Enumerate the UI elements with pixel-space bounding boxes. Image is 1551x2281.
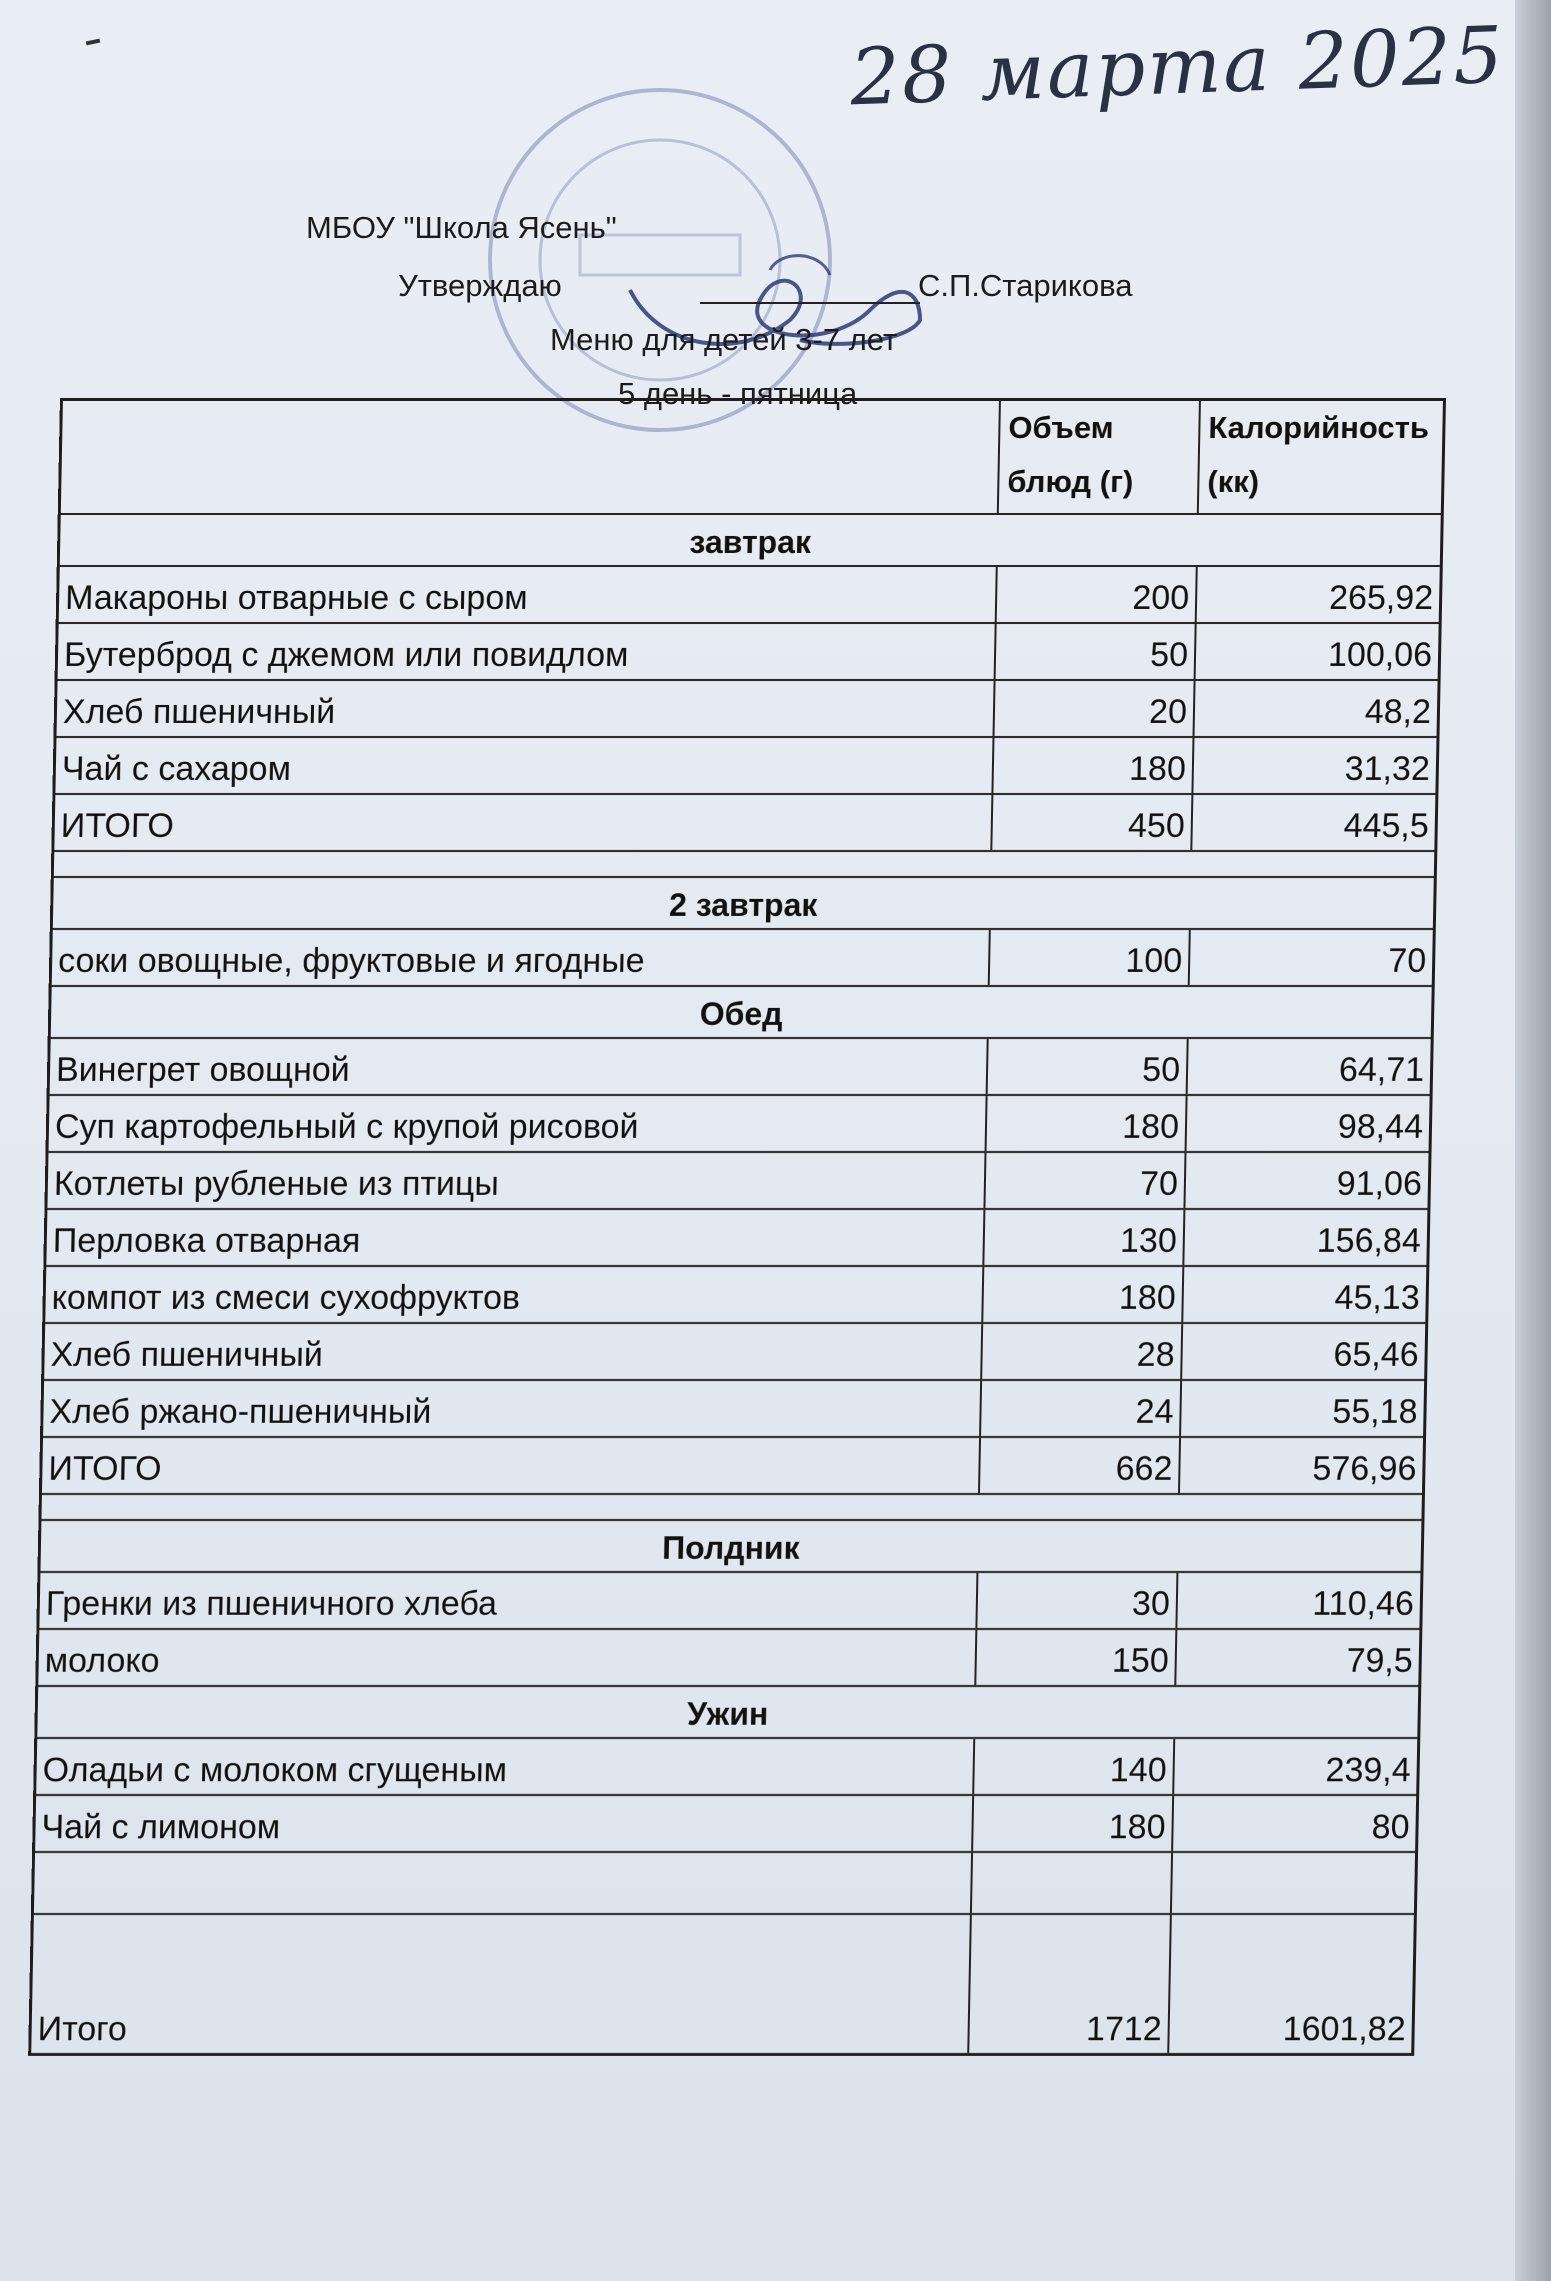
- grand-total-kcal: 1601,82: [1167, 1915, 1414, 2053]
- dish-kcal: 70: [1188, 930, 1433, 985]
- dish-name: Хлеб пшеничный: [62, 693, 336, 731]
- dish-name: Хлеб пшеничный: [50, 1336, 324, 1374]
- approver-name: С.П.Старикова: [918, 268, 1133, 303]
- dish-kcal: 80: [1171, 1796, 1416, 1851]
- section-title-breakfast: завтрак: [60, 515, 1441, 567]
- grand-total-label: Итого: [37, 2010, 128, 2048]
- empty-cell: [34, 1909, 970, 1913]
- dish-name: Винегрет овощной: [55, 1051, 351, 1089]
- dish-kcal: 64,71: [1186, 1039, 1431, 1094]
- table-row: [44, 1324, 1425, 1381]
- total-volume: 662: [978, 1438, 1179, 1493]
- handwritten-date: 28 марта 2025: [848, 10, 1507, 124]
- empty-row: [34, 1853, 1415, 1915]
- table-row: [59, 567, 1440, 624]
- table-row: [58, 624, 1439, 681]
- dish-kcal: 156,84: [1182, 1210, 1427, 1265]
- section-title-snack: Полдник: [40, 1521, 1421, 1573]
- dish-name: Гренки из пшеничного хлеба: [45, 1585, 498, 1623]
- total-label: ИТОГО: [48, 1450, 162, 1488]
- school-name: МБОУ "Школа Ясень": [306, 210, 617, 245]
- dish-kcal: 265,92: [1195, 567, 1440, 622]
- dish-volume: 150: [974, 1630, 1175, 1685]
- dish-volume: 28: [980, 1324, 1181, 1379]
- dish-name: молоко: [44, 1642, 160, 1680]
- grand-total-volume: 1712: [967, 1915, 1170, 2053]
- day-title: 5 день - пятница: [618, 376, 858, 411]
- section-title-lunch: Обед: [51, 987, 1432, 1039]
- approve-label: Утверждаю: [398, 268, 562, 303]
- dish-name: Оладьи с молоком сгущеным: [42, 1751, 508, 1789]
- dish-volume: 180: [981, 1267, 1182, 1322]
- table-row: [52, 930, 1433, 987]
- total-kcal: 445,5: [1190, 795, 1435, 850]
- section-title-dinner: Ужин: [37, 1687, 1418, 1739]
- section-title-second-breakfast: 2 завтрак: [53, 878, 1434, 930]
- total-label: ИТОГО: [60, 807, 175, 845]
- table-row: [38, 1630, 1419, 1687]
- dish-volume: 70: [983, 1153, 1184, 1208]
- dish-volume: 180: [971, 1796, 1172, 1851]
- spacer-row: [41, 1495, 1421, 1521]
- dish-volume: 140: [972, 1739, 1173, 1794]
- dish-kcal: 91,06: [1183, 1153, 1428, 1208]
- dish-kcal: 239,4: [1172, 1739, 1417, 1794]
- dish-volume: 50: [986, 1039, 1187, 1094]
- dish-kcal: 55,18: [1179, 1381, 1424, 1436]
- table-row: [49, 1096, 1430, 1153]
- table-row: [50, 1039, 1431, 1096]
- dish-kcal: 98,44: [1185, 1096, 1430, 1151]
- dish-volume: 24: [979, 1381, 1180, 1436]
- grand-total-row: [31, 1915, 1414, 2053]
- dish-volume: 50: [994, 624, 1195, 679]
- dish-volume: 30: [975, 1573, 1176, 1628]
- background-surface: [1515, 0, 1551, 2281]
- empty-cell: [1170, 1853, 1415, 1913]
- dish-volume: 180: [985, 1096, 1186, 1151]
- dish-name: компот из смеси сухофруктов: [51, 1279, 521, 1317]
- dish-volume: 20: [993, 681, 1194, 736]
- dish-name: соки овощные, фруктовые и ягодные: [57, 942, 645, 980]
- table-row: [56, 681, 1437, 738]
- dish-name: Перловка отварная: [52, 1222, 361, 1260]
- pen-mark: [86, 39, 101, 46]
- dish-kcal: 31,32: [1191, 738, 1436, 793]
- dish-name: Чай с сахаром: [61, 750, 292, 788]
- table-row: [46, 1210, 1427, 1267]
- spacer-row: [54, 852, 1434, 878]
- dish-name: Котлеты рубленые из птицы: [53, 1165, 500, 1203]
- table-row: [47, 1153, 1428, 1210]
- signature-line: [700, 302, 920, 304]
- dish-kcal: 100,06: [1194, 624, 1439, 679]
- table-row: [45, 1267, 1426, 1324]
- dish-volume: 200: [995, 567, 1196, 622]
- dish-volume: 100: [988, 930, 1189, 985]
- table-row: [35, 1796, 1416, 1853]
- dish-name: Бутерброд с джемом или повидлом: [63, 636, 629, 674]
- dish-name: Чай с лимоном: [41, 1808, 281, 1846]
- table-row: [36, 1739, 1417, 1796]
- total-kcal: 576,96: [1178, 1438, 1423, 1493]
- table-row: [39, 1573, 1420, 1630]
- dish-kcal: 65,46: [1180, 1324, 1425, 1379]
- menu-table: [28, 398, 1446, 2056]
- dish-name: Макароны отварные с сыром: [64, 579, 529, 617]
- table-row: [43, 1381, 1424, 1438]
- col-header-calories: Калорийность (кк): [1197, 401, 1443, 513]
- dish-volume: 180: [991, 738, 1192, 793]
- dish-name: Хлеб ржано-пшеничный: [49, 1393, 432, 1431]
- col-header-volume: Объем блюд (г): [997, 401, 1199, 513]
- header-blank-cell: [61, 509, 997, 513]
- dish-name: Суп картофельный с крупой рисовой: [54, 1108, 639, 1146]
- dish-kcal: 110,46: [1175, 1573, 1420, 1628]
- dish-kcal: 48,2: [1193, 681, 1438, 736]
- dish-kcal: 79,5: [1174, 1630, 1419, 1685]
- menu-title: Меню для детей 3-7 лет: [550, 322, 898, 357]
- table-row: [55, 738, 1436, 795]
- total-row: [54, 795, 1435, 852]
- dish-kcal: 45,13: [1181, 1267, 1426, 1322]
- empty-cell: [970, 1853, 1171, 1913]
- total-volume: 450: [990, 795, 1191, 850]
- dish-volume: 130: [982, 1210, 1183, 1265]
- table-header: [61, 401, 1443, 515]
- total-row: [42, 1438, 1423, 1495]
